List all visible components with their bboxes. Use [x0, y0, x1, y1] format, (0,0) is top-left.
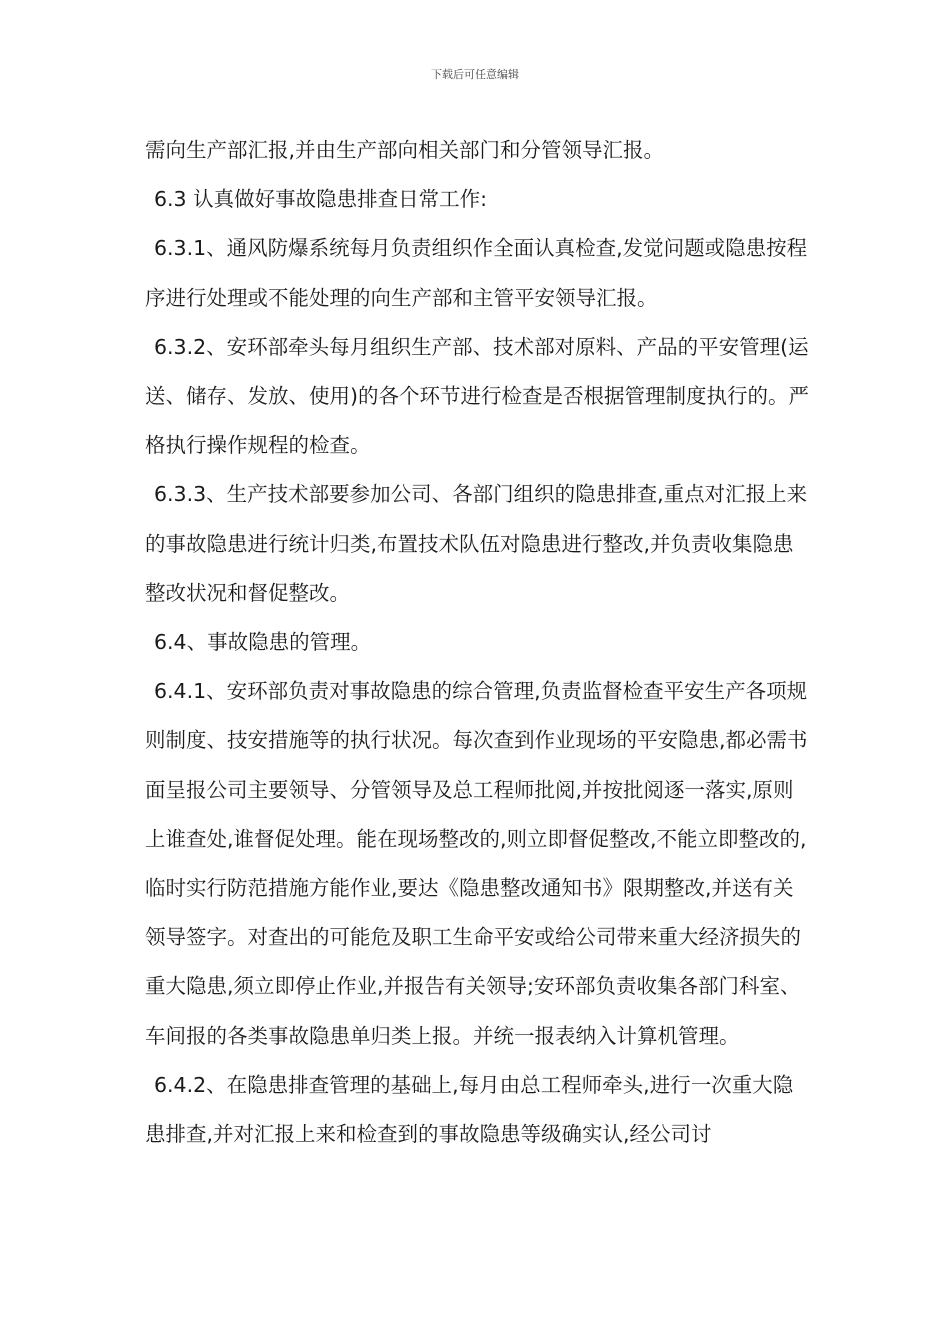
paragraph-2: 6.3 认真做好事故隐患排查日常工作:	[154, 187, 488, 212]
paragraph-3: 6.3.1、通风防爆系统每月负责组织作全面认真检查,发觉问题或隐患按程序进行处理或不能处理的向生产部和主管平安领导汇报。	[145, 236, 808, 310]
page-header: 下载后可任意编辑	[431, 68, 519, 81]
paragraph-5: 6.3.3、生产技术部要参加公司、各部门组织的隐患排查,重点对汇报上来的事故隐患进行统计归类,布置技术队伍对隐患进行整改,并负责收集隐患整改状况和督促整改。	[145, 482, 808, 605]
document-body	[145, 126, 809, 1159]
paragraph-6: 6.4、事故隐患的管理。	[154, 630, 372, 655]
paragraph-8: 6.4.2、在隐患排查管理的基础上,每月由总工程师牵头,进行一次重大隐患排查,并对汇报上来和检查到的事故隐患等级确实认,经公司讨	[145, 1072, 794, 1147]
paragraph-7: 6.4.1、安环部负责对事故隐患的综合管理,负责监督检查平安生产各项规则制度、技安措施等的执行状况。每次查到作业现场的平安隐患,都必需书面呈报公司主要领导、分管领导及总工程师批阅,并按批阅逐一落实,原则上谁查处,谁督促处理。能在现场整改的,则立即督促整改,不能立即整改的,临时实行防范措施方能作业,要达《隐患整改通知书》限期整改,并送有关领导签字。对查出的可能危及职工生命平安或给公司带来重大经济损失的重大隐患,须立即停止作业,并报告有关领导;安环部负责收集各部门科室、车间报的各类事故隐患单归类上报。并统一报表纳入计算机管理。	[145, 679, 808, 1048]
paragraph-4: 6.3.2、安环部牵头每月组织生产部、技术部对原料、产品的平安管理(运送、储存、发放、使用)的各个环节进行检查是否根据管理制度执行的。严格执行操作规程的检查。	[145, 334, 809, 458]
paragraph-1: 需向生产部汇报,并由生产部向相关部门和分管领导汇报。	[145, 138, 665, 162]
